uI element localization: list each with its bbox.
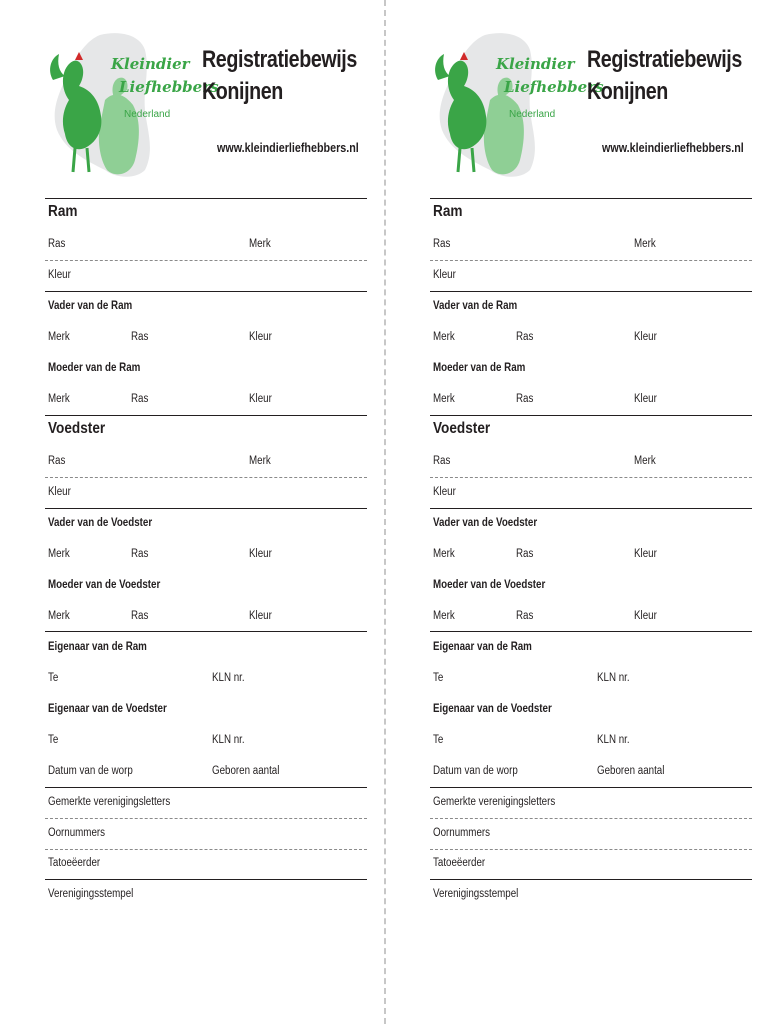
- dotted-rule: [45, 477, 367, 478]
- voedster-moeder-ras-label: Ras: [131, 610, 149, 622]
- voedster-kleur-label: Kleur: [48, 486, 71, 498]
- brand-line-1: Kleindier: [496, 55, 575, 73]
- voedster-vader-ras-label: Ras: [131, 548, 149, 560]
- voedster-ras-label: Ras: [48, 455, 66, 467]
- eigenaar-voedster-te-label: Te: [48, 734, 59, 746]
- voedster-heading: Voedster: [433, 420, 491, 437]
- section-rule: [45, 198, 367, 199]
- logo-animals-icon: [430, 30, 585, 180]
- tatoeeerder-label: Tatoeëerder: [48, 857, 101, 869]
- ram-moeder-kleur-label: Kleur: [249, 393, 272, 405]
- ram-heading: Ram: [48, 203, 78, 220]
- section-rule: [430, 787, 752, 788]
- eigenaar-ram-te-label: Te: [48, 672, 59, 684]
- voedster-moeder-ras-label: Ras: [516, 610, 534, 622]
- ram-heading: Ram: [433, 203, 463, 220]
- title-line-2: Konijnen: [587, 78, 668, 105]
- dotted-rule: [430, 849, 752, 850]
- voedster-moeder-merk-label: Merk: [433, 610, 455, 622]
- worp-datum-label: Datum van de worp: [433, 765, 518, 777]
- section-rule: [45, 508, 367, 509]
- ram-ras-label: Ras: [48, 238, 66, 250]
- voedster-vader-heading: Vader van de Voedster: [48, 517, 153, 529]
- page-title: [202, 44, 357, 108]
- ram-vader-heading: Vader van de Ram: [48, 300, 133, 312]
- dotted-rule: [45, 849, 367, 850]
- section-rule: [430, 415, 752, 416]
- ram-moeder-merk-label: Merk: [433, 393, 455, 405]
- ram-vader-heading: Vader van de Ram: [433, 300, 518, 312]
- ram-moeder-ras-label: Ras: [516, 393, 534, 405]
- registration-card-right: [430, 0, 760, 1024]
- voedster-vader-merk-label: Merk: [433, 548, 455, 560]
- section-rule: [430, 508, 752, 509]
- page-title: [587, 44, 742, 108]
- dotted-rule: [45, 260, 367, 261]
- ram-vader-merk-label: Merk: [433, 331, 455, 343]
- section-rule: [430, 879, 752, 880]
- verenigingsstempel-label: Verenigingsstempel: [48, 888, 134, 900]
- ram-moeder-merk-label: Merk: [48, 393, 70, 405]
- section-rule: [430, 291, 752, 292]
- ram-ras-label: Ras: [433, 238, 451, 250]
- title-line-2: Konijnen: [202, 78, 283, 105]
- eigenaar-voedster-heading: Eigenaar van de Voedster: [48, 703, 167, 715]
- ram-vader-ras-label: Ras: [131, 331, 149, 343]
- worp-aantal-label: Geboren aantal: [597, 765, 665, 777]
- ram-moeder-heading: Moeder van de Ram: [433, 362, 526, 374]
- ram-vader-merk-label: Merk: [48, 331, 70, 343]
- voedster-vader-kleur-label: Kleur: [249, 548, 272, 560]
- voedster-merk-label: Merk: [634, 455, 656, 467]
- brand-line-1: Kleindier: [111, 55, 190, 73]
- voedster-moeder-heading: Moeder van de Voedster: [48, 579, 161, 591]
- eigenaar-ram-heading: Eigenaar van de Ram: [48, 641, 147, 653]
- voedster-moeder-kleur-label: Kleur: [634, 610, 657, 622]
- ram-vader-kleur-label: Kleur: [249, 331, 272, 343]
- voedster-vader-ras-label: Ras: [516, 548, 534, 560]
- brand-line-2: Liefhebbers: [504, 78, 604, 96]
- tatoeeerder-label: Tatoeëerder: [433, 857, 486, 869]
- brand-line-2: Liefhebbers: [119, 78, 219, 96]
- voedster-heading: Voedster: [48, 420, 106, 437]
- verenigingsstempel-label: Verenigingsstempel: [433, 888, 519, 900]
- registration-card-left: [45, 0, 375, 1024]
- website-link: www.kleindierliefhebbers.nl: [602, 141, 744, 155]
- section-rule: [45, 787, 367, 788]
- section-rule: [45, 415, 367, 416]
- ram-kleur-label: Kleur: [433, 269, 456, 281]
- eigenaar-ram-heading: Eigenaar van de Ram: [433, 641, 532, 653]
- brand-line-3: Nederland: [124, 109, 171, 120]
- dotted-rule: [45, 818, 367, 819]
- ram-merk-label: Merk: [634, 238, 656, 250]
- voedster-moeder-kleur-label: Kleur: [249, 610, 272, 622]
- ram-kleur-label: Kleur: [48, 269, 71, 281]
- dotted-rule: [430, 260, 752, 261]
- title-line-1: Registratiebewijs: [587, 46, 742, 73]
- oornummers-label: Oornummers: [433, 827, 491, 839]
- voedster-merk-label: Merk: [249, 455, 271, 467]
- section-rule: [45, 291, 367, 292]
- voedster-ras-label: Ras: [433, 455, 451, 467]
- eigenaar-voedster-heading: Eigenaar van de Voedster: [433, 703, 552, 715]
- voedster-moeder-merk-label: Merk: [48, 610, 70, 622]
- eigenaar-ram-kln-label: KLN nr.: [597, 672, 630, 684]
- title-line-1: Registratiebewijs: [202, 46, 357, 73]
- dotted-rule: [430, 818, 752, 819]
- eigenaar-voedster-kln-label: KLN nr.: [212, 734, 245, 746]
- dotted-rule: [430, 477, 752, 478]
- ram-vader-ras-label: Ras: [516, 331, 534, 343]
- brand-line-3: Nederland: [509, 109, 556, 120]
- voedster-vader-merk-label: Merk: [48, 548, 70, 560]
- verenigingsletters-label: Gemerkte verenigingsletters: [433, 796, 556, 808]
- cut-line: [384, 0, 386, 1024]
- ram-vader-kleur-label: Kleur: [634, 331, 657, 343]
- eigenaar-voedster-kln-label: KLN nr.: [597, 734, 630, 746]
- ram-merk-label: Merk: [249, 238, 271, 250]
- section-rule: [45, 631, 367, 632]
- eigenaar-voedster-te-label: Te: [433, 734, 444, 746]
- worp-aantal-label: Geboren aantal: [212, 765, 280, 777]
- ram-moeder-heading: Moeder van de Ram: [48, 362, 141, 374]
- eigenaar-ram-kln-label: KLN nr.: [212, 672, 245, 684]
- section-rule: [45, 879, 367, 880]
- logo-animals-icon: [45, 30, 200, 180]
- voedster-kleur-label: Kleur: [433, 486, 456, 498]
- ram-moeder-kleur-label: Kleur: [634, 393, 657, 405]
- oornummers-label: Oornummers: [48, 827, 106, 839]
- website-link: www.kleindierliefhebbers.nl: [217, 141, 359, 155]
- section-rule: [430, 198, 752, 199]
- section-rule: [430, 631, 752, 632]
- voedster-moeder-heading: Moeder van de Voedster: [433, 579, 546, 591]
- voedster-vader-heading: Vader van de Voedster: [433, 517, 538, 529]
- ram-moeder-ras-label: Ras: [131, 393, 149, 405]
- verenigingsletters-label: Gemerkte verenigingsletters: [48, 796, 171, 808]
- worp-datum-label: Datum van de worp: [48, 765, 133, 777]
- eigenaar-ram-te-label: Te: [433, 672, 444, 684]
- voedster-vader-kleur-label: Kleur: [634, 548, 657, 560]
